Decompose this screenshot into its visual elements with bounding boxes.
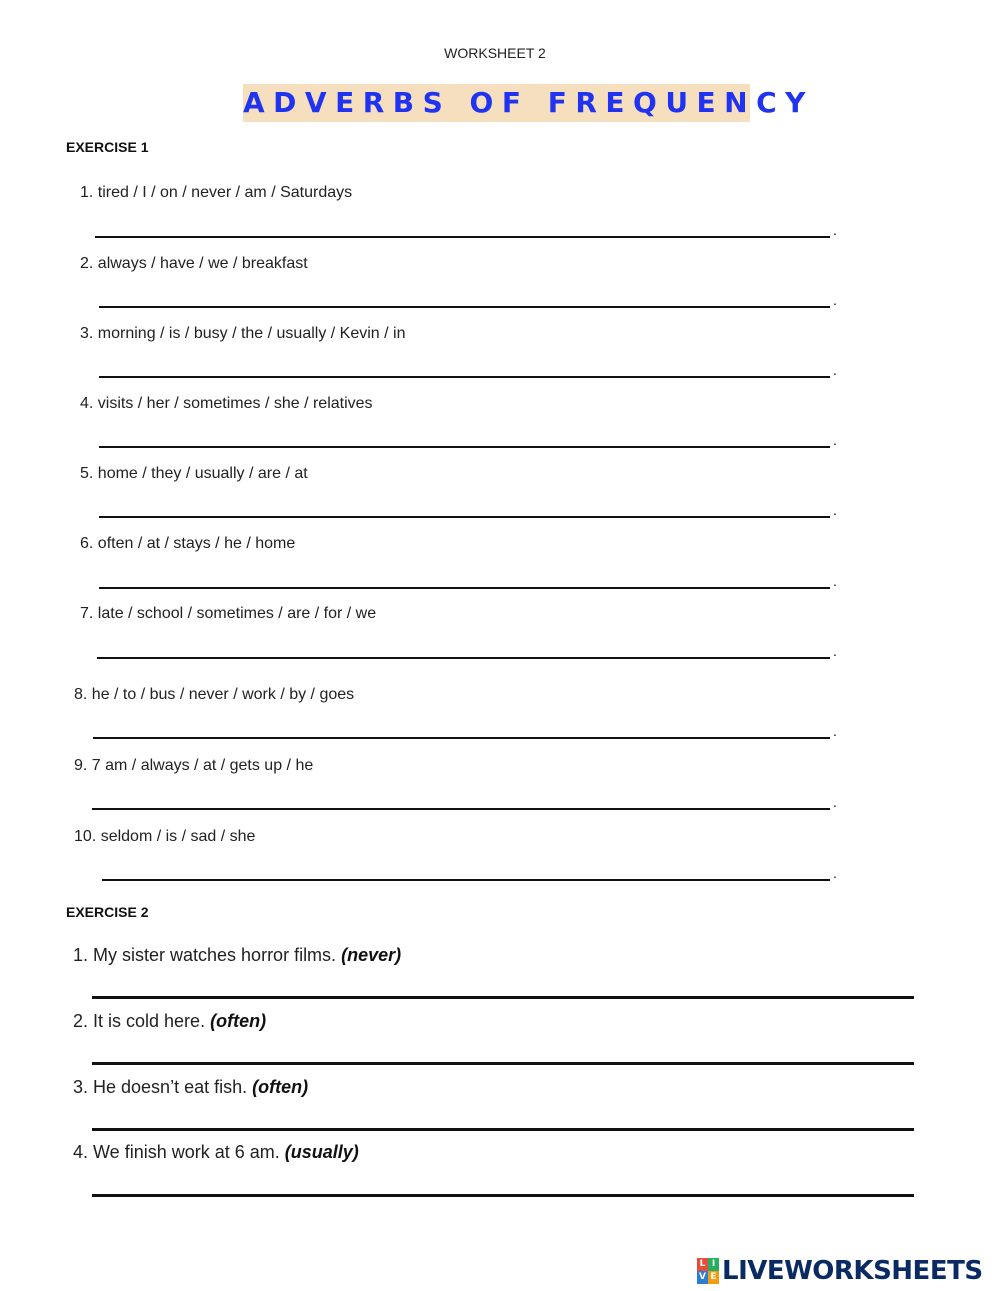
answer-period: . [833, 865, 837, 881]
liveworksheets-logo-icon [697, 1258, 719, 1284]
exercise-1-prompt-7: 7. late / school / sometimes / are / for / we [80, 605, 377, 622]
answer-line-1[interactable] [95, 236, 830, 238]
exercise-2-heading: EXERCISE 2 [66, 904, 149, 920]
exercise-2-prompt-3 [73, 1077, 308, 1098]
logo-letter: L [697, 1258, 708, 1271]
prompt-hint: (usually) [284, 1142, 359, 1162]
answer-line-e2-4[interactable] [92, 1194, 914, 1197]
answer-line-e2-3[interactable] [92, 1128, 914, 1131]
exercise-1-prompt-3: 3. morning / is / busy / the / usually / Kevin / in [80, 325, 406, 342]
exercise-1-prompt-4: 4. visits / her / sometimes / she / relatives [80, 395, 373, 412]
page-title: ADVERBS OF FREQUENCY [243, 86, 814, 119]
prompt-sentence: 1. My sister watches horror films. [73, 945, 337, 965]
exercise-1-prompt-5: 5. home / they / usually / are / at [80, 465, 308, 482]
exercise-1-prompt-6: 6. often / at / stays / he / home [80, 535, 296, 552]
answer-line-e2-2[interactable] [92, 1062, 914, 1065]
worksheet-label: WORKSHEET 2 [444, 45, 546, 61]
prompt-sentence: 2. It is cold here. [73, 1011, 206, 1031]
answer-line-7[interactable] [97, 657, 830, 659]
answer-line-10[interactable] [102, 879, 830, 881]
prompt-sentence: 4. We finish work at 6 am. [73, 1142, 280, 1162]
answer-line-3[interactable] [99, 376, 830, 378]
logo-letter: V [697, 1271, 708, 1284]
answer-period: . [833, 723, 837, 739]
exercise-2-prompt-1 [73, 945, 401, 966]
answer-period: . [833, 292, 837, 308]
answer-period: . [833, 222, 837, 238]
answer-line-e2-1[interactable] [92, 996, 914, 999]
answer-period: . [833, 362, 837, 378]
answer-line-9[interactable] [92, 808, 830, 810]
exercise-1-prompt-2: 2. always / have / we / breakfast [80, 255, 308, 272]
prompt-hint: (often) [210, 1011, 267, 1031]
exercise-1-heading: EXERCISE 1 [66, 139, 149, 155]
answer-line-8[interactable] [93, 737, 830, 739]
answer-period: . [833, 573, 837, 589]
exercise-1-prompt-9: 9. 7 am / always / at / gets up / he [74, 757, 314, 774]
exercise-1-prompt-10: 10. seldom / is / sad / she [74, 828, 256, 845]
answer-line-4[interactable] [99, 446, 830, 448]
exercise-2-prompt-4 [73, 1142, 359, 1163]
logo-letter: I [708, 1258, 719, 1271]
exercise-1-prompt-8: 8. he / to / bus / never / work / by / goes [74, 686, 355, 703]
answer-line-5[interactable] [99, 516, 830, 518]
prompt-hint: (often) [252, 1077, 309, 1097]
logo-letter: E [708, 1271, 719, 1284]
brand-name: LIVEWORKSHEETS [722, 1256, 983, 1286]
answer-period: . [833, 432, 837, 448]
exercise-2-prompt-2 [73, 1011, 266, 1032]
liveworksheets-brand [697, 1254, 983, 1288]
answer-period: . [833, 643, 837, 659]
answer-period: . [833, 502, 837, 518]
prompt-hint: (never) [341, 945, 402, 965]
prompt-sentence: 3. He doesn’t eat fish. [73, 1077, 248, 1097]
answer-period: . [833, 794, 837, 810]
answer-line-6[interactable] [99, 587, 830, 589]
answer-line-2[interactable] [99, 306, 830, 308]
exercise-1-prompt-1: 1. tired / I / on / never / am / Saturdays [80, 184, 353, 201]
